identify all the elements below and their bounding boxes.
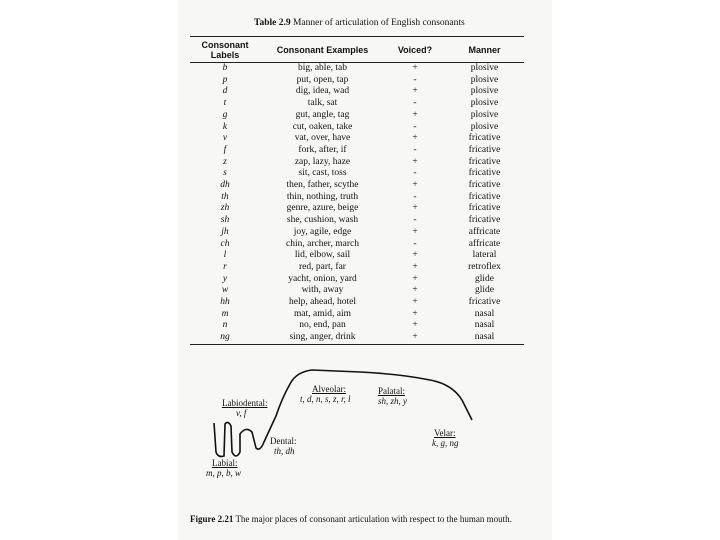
consonant-examples: joy, agile, edge	[293, 226, 352, 237]
voiced-value: +	[385, 332, 445, 344]
table-row	[190, 250, 524, 262]
table-row	[190, 262, 524, 274]
voiced-value: +	[412, 250, 418, 261]
manner-value: nasal	[474, 320, 495, 331]
manner-value: nasal	[474, 308, 495, 319]
manner-value: fricative	[468, 168, 501, 179]
table-row	[190, 332, 524, 344]
voiced-value: +	[412, 133, 418, 144]
voiced-value: -	[413, 168, 417, 179]
voiced-value: +	[412, 261, 418, 272]
table-caption-text: Manner of articulation of English consonants	[292, 18, 465, 28]
velar-sounds: k, g, ng	[432, 438, 459, 448]
manner-value: fricative	[468, 133, 501, 144]
header-consonant-examples: Consonant Examples	[260, 37, 385, 63]
table-row	[190, 227, 524, 239]
table-row	[190, 168, 524, 180]
table-row	[190, 309, 524, 321]
consonant-examples: sing, anger, drink	[260, 332, 385, 344]
consonant-examples: genre, azure, beige	[286, 203, 359, 214]
table-row	[190, 145, 524, 157]
header-voiced: Voiced?	[385, 37, 445, 63]
consonant-label: s	[223, 168, 227, 179]
consonant-label: dh	[220, 180, 230, 191]
label-labiodental	[222, 398, 267, 418]
consonant-examples: thin, nothing, truth	[286, 191, 359, 202]
consonant-examples: she, cushion, wash	[286, 215, 359, 226]
consonant-examples: cut, oaken, take	[292, 121, 353, 132]
label-dental	[270, 436, 297, 456]
voiced-value: -	[413, 215, 417, 226]
consonant-label: z	[223, 156, 227, 167]
table-caption-label: Table 2.9	[254, 18, 291, 28]
label-palatal	[378, 386, 407, 406]
manner-value: fricative	[468, 180, 501, 191]
voiced-value: +	[412, 86, 418, 97]
consonant-examples: fork, after, if	[298, 144, 347, 155]
voiced-value: +	[412, 297, 418, 308]
consonant-label: hh	[220, 297, 230, 308]
consonant-label: ch	[220, 238, 230, 249]
voiced-value: +	[412, 320, 418, 331]
manner-value: fricative	[468, 203, 501, 214]
consonant-examples: yacht, onion, yard	[288, 273, 357, 284]
velar-title: Velar:	[434, 428, 456, 438]
manner-value: plosive	[470, 86, 499, 97]
manner-value: affricate	[468, 226, 501, 237]
manner-value: fricative	[468, 297, 501, 308]
voiced-value: -	[413, 238, 417, 249]
consonant-label: g	[222, 109, 228, 120]
table-row	[190, 192, 524, 204]
manner-value: fricative	[468, 144, 501, 155]
manner-value: glide	[475, 273, 494, 284]
table-row	[190, 297, 524, 309]
table-row	[190, 285, 524, 297]
consonant-label: y	[222, 273, 228, 284]
table-row	[190, 203, 524, 215]
voiced-value: +	[412, 156, 418, 167]
voiced-value: -	[413, 121, 417, 132]
label-labial	[206, 458, 241, 478]
table-row	[190, 75, 524, 87]
manner-value: lateral	[472, 250, 497, 261]
manner-value: glide	[475, 285, 494, 296]
manner-value: retroflex	[468, 261, 501, 272]
header-manner: Manner	[445, 37, 524, 63]
table-row	[190, 86, 524, 98]
labial-sounds: m, p, b, w	[206, 468, 242, 478]
consonant-examples: then, father, scythe	[286, 180, 359, 191]
consonant-examples: help, ahead, hotel	[288, 297, 356, 308]
articulation-diagram	[200, 360, 530, 510]
consonant-examples: lid, elbow, sail	[294, 250, 351, 261]
manner-value: plosive	[470, 109, 499, 120]
consonant-label: sh	[220, 215, 230, 226]
consonant-label: l	[223, 250, 227, 261]
consonant-label: ng	[190, 332, 260, 344]
voiced-value: +	[412, 203, 418, 214]
voiced-value: -	[413, 191, 417, 202]
manner-value: affricate	[468, 238, 501, 249]
consonant-label: v	[222, 133, 228, 144]
table-row	[190, 63, 524, 75]
labiodental-sounds: v, f	[236, 408, 247, 418]
consonant-examples: talk, sat	[307, 98, 338, 109]
consonant-label: f	[223, 144, 227, 155]
labial-title: Labial:	[212, 458, 238, 468]
table-row	[190, 122, 524, 134]
consonant-examples: vat, over, have	[294, 133, 351, 144]
palatal-sounds: sh, zh, y	[378, 396, 407, 406]
consonant-examples: no, end, pan	[299, 320, 346, 331]
table-body	[190, 63, 524, 345]
manner-value: fricative	[468, 156, 501, 167]
consonant-label: th	[221, 191, 229, 202]
table-row	[190, 133, 524, 145]
consonant-examples: red, part, far	[299, 261, 346, 272]
consonant-label: r	[223, 261, 227, 272]
table-row	[190, 274, 524, 286]
consonant-label: k	[222, 121, 228, 132]
consonant-examples: dig, idea, wad	[295, 86, 350, 97]
table-row	[190, 320, 524, 332]
consonant-label: p	[222, 74, 228, 85]
consonant-label: d	[222, 86, 228, 97]
consonant-examples: sit, cast, toss	[298, 168, 347, 179]
voiced-value: +	[412, 226, 418, 237]
table-caption	[254, 18, 484, 28]
manner-value: plosive	[470, 121, 499, 132]
voiced-value: +	[412, 308, 418, 319]
label-alveolar	[300, 384, 351, 404]
consonant-label: n	[222, 320, 228, 331]
voiced-value: +	[412, 180, 418, 191]
consonant-examples: mat, amid, aim	[294, 308, 351, 319]
consonant-label: w	[221, 285, 229, 296]
table-header-row	[190, 37, 524, 63]
consonant-examples: zap, lazy, haze	[294, 156, 351, 167]
header-consonant-labels: Consonant Labels	[190, 37, 260, 63]
label-velar	[432, 428, 459, 448]
consonant-examples: chin, archer, march	[286, 238, 359, 249]
consonant-examples: gut, angle, tag	[295, 109, 350, 120]
consonant-label: jh	[221, 226, 229, 237]
manner-value: plosive	[470, 63, 499, 73]
consonant-label: t	[223, 98, 227, 109]
manner-value: nasal	[445, 332, 524, 344]
table-row	[190, 98, 524, 110]
manner-value: fricative	[468, 215, 501, 226]
table-row	[190, 239, 524, 251]
voiced-value: -	[413, 98, 417, 109]
dental-sounds: th, dh	[274, 446, 295, 456]
figure-caption-text: The major places of consonant articulation with respect to the human mouth.	[235, 514, 512, 524]
manner-value: plosive	[470, 98, 499, 109]
voiced-value: +	[412, 109, 418, 120]
figure-caption	[190, 514, 550, 524]
palatal-title: Palatal:	[378, 386, 405, 396]
voiced-value: -	[413, 144, 417, 155]
consonant-table	[190, 36, 524, 345]
mouth-outline	[200, 360, 530, 510]
consonant-examples: big, able, tab	[297, 63, 348, 73]
voiced-value: +	[412, 63, 418, 73]
labiodental-title: Labiodental:	[222, 398, 268, 408]
manner-value: fricative	[468, 191, 501, 202]
consonant-label: zh	[220, 203, 230, 214]
alveolar-sounds: t, d, n, s, z, r, l	[300, 394, 351, 404]
consonant-label: m	[221, 308, 229, 319]
consonant-label: b	[222, 63, 228, 73]
table-row	[190, 110, 524, 122]
table-row	[190, 157, 524, 169]
table-row	[190, 180, 524, 192]
consonant-examples: put, open, tap	[296, 74, 349, 85]
consonant-examples: with, away	[301, 285, 344, 296]
figure-caption-label: Figure 2.21	[190, 514, 234, 524]
voiced-value: +	[412, 273, 418, 284]
voiced-value: +	[412, 285, 418, 296]
manner-value: plosive	[470, 74, 499, 85]
dental-title: Dental:	[270, 436, 297, 446]
table-row	[190, 215, 524, 227]
alveolar-title: Alveolar:	[312, 384, 346, 394]
voiced-value: -	[413, 74, 417, 85]
